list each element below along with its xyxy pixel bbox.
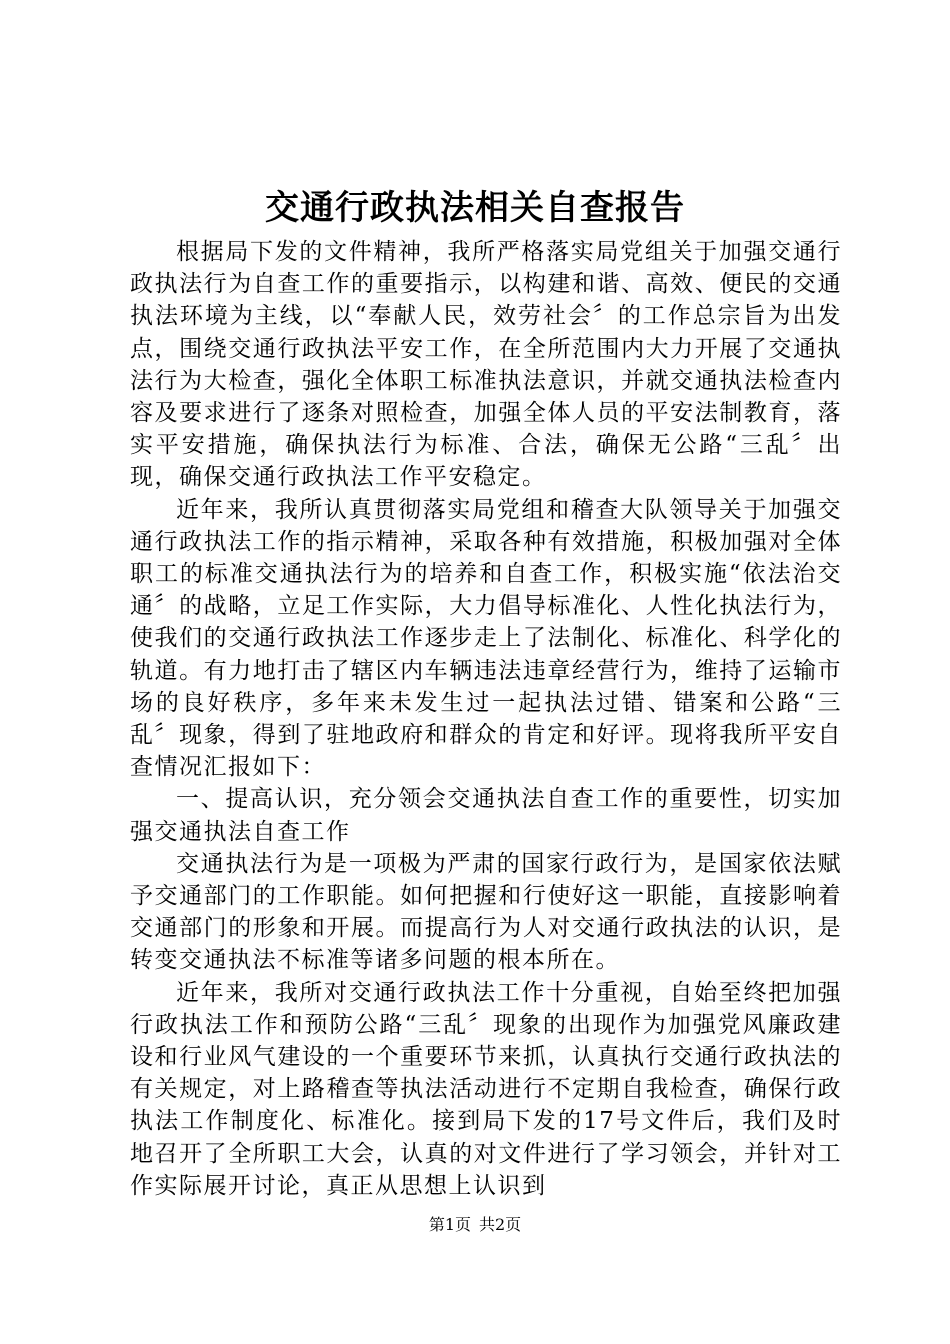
page-number: 第1页	[428, 1215, 471, 1234]
paragraph-background: 近年来，我所认真贯彻落实局党组和稽查大队领导关于加强交通行政执法工作的指示精神，采取各种有效措施，积极加强对全体职工的标准交通执法行为的培养和自查工作，积极实施“依法治交通〞的战略，立足工作实际，大力倡导标准化、人性化执法行为，使我们的交通行政执法工作逐步走上了法制化、标准化、科学化的轨道。有力地打击了辖区内车辆违法违章经营行为，维持了运输市场的良好秩序，多年来未发生过一起执法过错、错案和公路“三乱〞现象，得到了驻地政府和群众的肯定和好评。现将我所平安自查情况汇报如下：	[130, 496, 842, 781]
paragraph-intro: 根据局下发的文件精神，我所严格落实局党组关于加强交通行政执法行为自查工作的重要指示，以构建和谐、高效、便民的交通执法环境为主线，以“奉献人民，效劳社会〞的工作总宗旨为出发点，围绕交通行政执法平安工作，在全所范围内大力开展了交通执法行为大检查，强化全体职工标准执法意识，并就交通执法检查内容及要求进行了逐条对照检查，加强全体人员的平安法制教育，落实平安措施，确保执法行为标准、合法，确保无公路“三乱〞出现，确保交通行政执法工作平安稳定。	[130, 239, 842, 491]
page-footer	[0, 1213, 950, 1237]
document-title: 交通行政执法相关自查报告	[265, 188, 685, 228]
document-body	[130, 236, 842, 1202]
paragraph-section-1a: 交通执法行为是一项极为严肃的国家行政行为，是国家依法赋予交通部门的工作职能。如何把握和行使好这一职能，直接影响着交通部门的形象和开展。而提高行为人对交通行政执法的认识，是转变交通执法不标准等诸多问题的根本所在。	[130, 850, 842, 974]
paragraph-section-1b: 近年来，我所对交通行政执法工作十分重视，自始至终把加强行政执法工作和预防公路“三乱〞现象的出现作为加强党风廉政建设和行业风气建设的一个重要环节来抓，认真执行交通行政执法的有关规定，对上路稽查等执法活动进行不定期自我检查，确保行政执法工作制度化、标准化。接到局下发的17号文件后，我们及时地召开了全所职工大会，认真的对文件进行了学习领会，并针对工作实际展开讨论，真正从思想上认识到	[130, 979, 842, 1199]
page-total: 共2页	[479, 1215, 522, 1234]
section-heading-1: 一、提高认识，充分领会交通执法自查工作的重要性，切实加强交通执法自查工作	[130, 786, 842, 845]
